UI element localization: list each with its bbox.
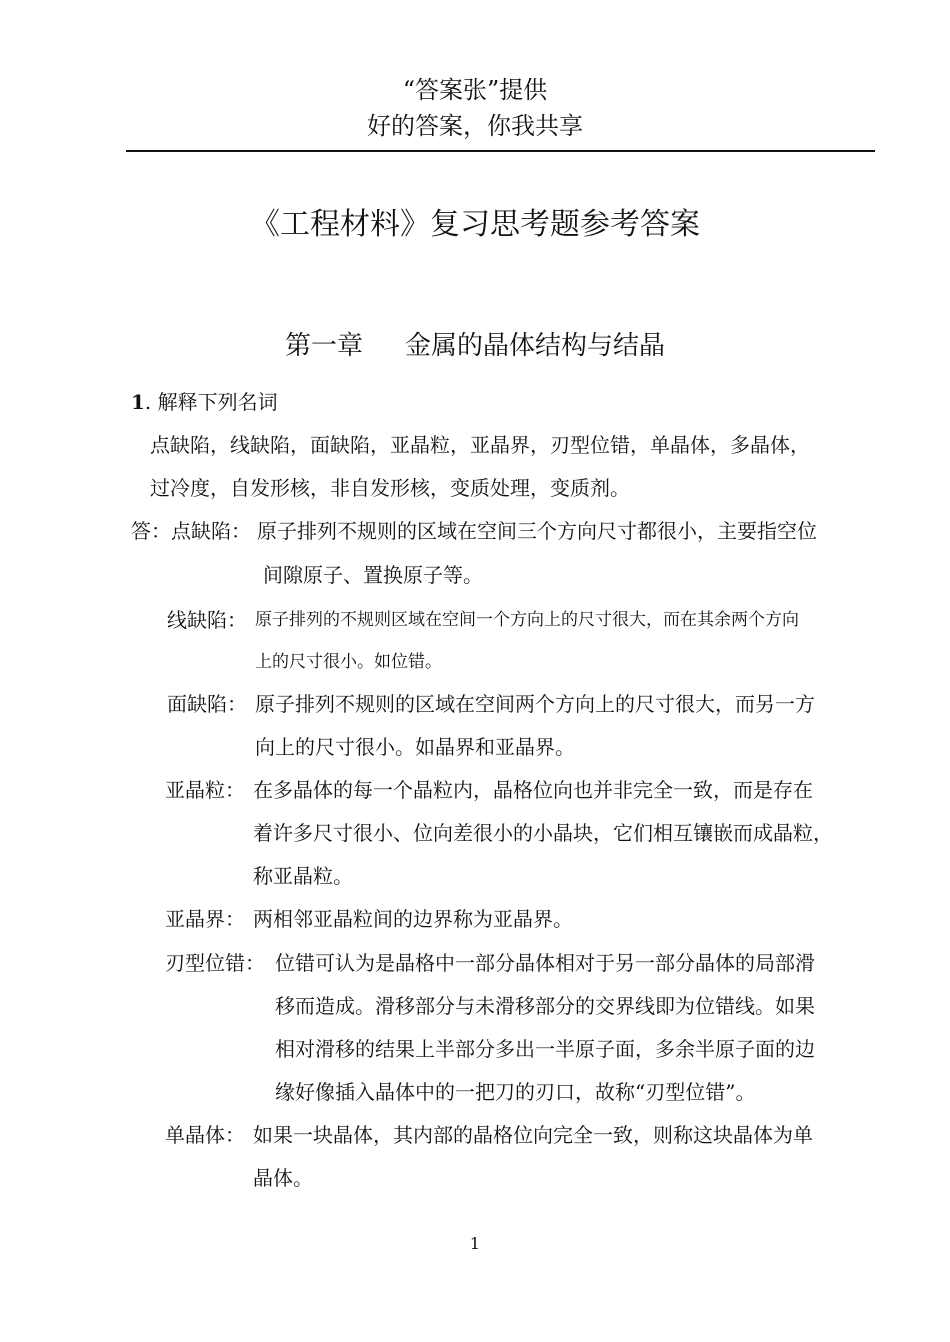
answer-subgrain-label: 亚晶粒： — [165, 778, 245, 802]
answer-line-defect-line-1: 原子排列的不规则区域在空间一个方向上的尺寸很大，而在其余两个方向 — [255, 610, 799, 630]
answer-plane-defect-line-1: 原子排列不规则的区域在空间两个方向上的尺寸很大，而另一方 — [255, 692, 815, 716]
answer-line-defect-line-2: 上的尺寸很小。如位错。 — [255, 652, 442, 672]
header-line-2: 好的答案，你我共享 — [367, 112, 583, 140]
question-heading — [131, 387, 278, 417]
answer-single-crystal-label: 单晶体： — [165, 1123, 245, 1147]
answer-edge-dislocation-line-1: 位错可认为是晶格中一部分晶体相对于另一部分晶体的局部滑 — [275, 951, 815, 975]
terms-line-1: 点缺陷，线缺陷，面缺陷，亚晶粒，亚晶界，刃型位错，单晶体，多晶体， — [150, 433, 810, 457]
answer-subgrain-boundary-label: 亚晶界： — [165, 907, 245, 931]
answer-edge-dislocation-label: 刃型位错： — [165, 951, 265, 975]
answer-point-defect-label: 答：点缺陷： — [131, 519, 251, 543]
answer-subgrain-line-1: 在多晶体的每一个晶粒内，晶格位向也并非完全一致，而是存在 — [253, 778, 813, 802]
chapter-heading — [0, 326, 950, 366]
answer-point-defect-line-2: 间隙原子、置换原子等。 — [263, 563, 483, 587]
answer-plane-defect-line-2: 向上的尺寸很小。如晶界和亚晶界。 — [255, 735, 575, 759]
answer-edge-dislocation-line-3: 相对滑移的结果上半部分多出一半原子面，多余半原子面的边 — [275, 1037, 815, 1061]
answer-plane-defect-label: 面缺陷： — [167, 692, 247, 716]
answer-single-crystal-line-2: 晶体。 — [253, 1166, 313, 1190]
question-prompt: . 解释下列名词 — [144, 390, 278, 414]
answer-line-defect-label: 线缺陷： — [167, 608, 247, 632]
answer-subgrain-line-3: 称亚晶粒。 — [253, 864, 353, 888]
page-number: 1 — [469, 1234, 481, 1253]
answer-edge-dislocation-line-4: 缘好像插入晶体中的一把刀的刃口，故称“刃型位错”。 — [275, 1080, 756, 1104]
header-divider — [126, 150, 875, 152]
chapter-name: 金属的晶体结构与结晶 — [405, 331, 666, 361]
header-line-1: “答案张”提供 — [402, 76, 548, 104]
page-header — [0, 72, 950, 144]
answer-edge-dislocation-line-2: 移而造成。滑移部分与未滑移部分的交界线即为位错线。如果 — [275, 994, 815, 1018]
question-number: 1 — [131, 390, 145, 414]
terms-line-2: 过冷度，自发形核，非自发形核，变质处理，变质剂。 — [150, 476, 630, 500]
document-title: 《工程材料》复习思考题参考答案 — [250, 207, 700, 242]
answer-subgrain-line-2: 着许多尺寸很小、位向差很小的小晶块，它们相互镶嵌而成晶粒， — [253, 821, 833, 845]
chapter-number: 第一章 — [284, 331, 363, 361]
answer-single-crystal-line-1: 如果一块晶体，其内部的晶格位向完全一致，则称这块晶体为单 — [253, 1123, 813, 1147]
answer-point-defect-line-1: 原子排列不规则的区域在空间三个方向尺寸都很小，主要指空位 — [257, 519, 817, 543]
answer-subgrain-boundary-line-1: 两相邻亚晶粒间的边界称为亚晶界。 — [253, 907, 573, 931]
